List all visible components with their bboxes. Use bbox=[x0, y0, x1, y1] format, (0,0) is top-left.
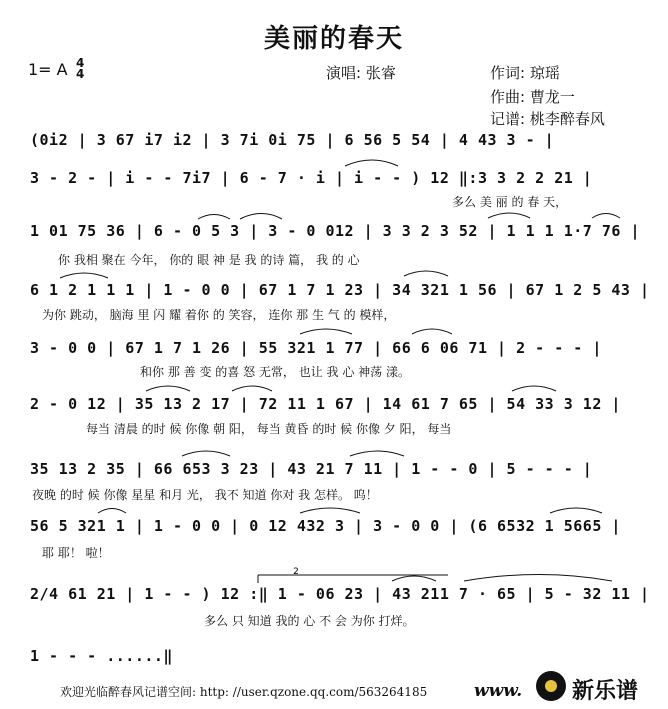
song-title: 美丽的春天 bbox=[263, 24, 404, 54]
slur-mark bbox=[240, 214, 282, 220]
slur-mark bbox=[550, 508, 602, 513]
vinyl-record-icon bbox=[536, 671, 566, 701]
slur-mark bbox=[60, 273, 108, 278]
notation-line-5: 3 - 0 0 | 67 1 7 1 26 | 55 321 1 77 | 66 6 06 71 | 2 - - - | bbox=[30, 339, 602, 357]
time-signature bbox=[76, 58, 84, 80]
notation-line-7: 35 13 2 35 | 66 653 3 23 | 43 21 7 11 | 1 - - 0 | 5 - - - | bbox=[30, 460, 593, 478]
lyric-line-3: 你 我相 聚在 今年， 你的 眼 神 是 我 的诗 篇， 我 的 心 bbox=[58, 253, 360, 267]
lyric-line-8: 耶 耶！ 啦！ bbox=[42, 546, 110, 560]
lyric-line-7: 夜晚 的时 候 你像 星星 和月 光， 我不 知道 你对 我 怎样。 呜！ bbox=[32, 488, 378, 502]
time-signature-bottom: 4 bbox=[76, 67, 85, 81]
notation-line-6: 2 - 0 12 | 35 13 2 17 | 72 11 1 67 | 14 61 7 65 | 54 33 3 12 | bbox=[30, 395, 621, 413]
slur-mark bbox=[412, 329, 452, 334]
slur-mark bbox=[404, 271, 448, 276]
slur-mark bbox=[350, 451, 404, 456]
singer-credit: 演唱: 张睿 bbox=[326, 64, 396, 82]
slur-mark bbox=[464, 575, 612, 582]
slur-mark bbox=[592, 214, 620, 219]
slur-mark bbox=[488, 213, 530, 218]
lyric-line-6: 每当 清晨 的时 候 你像 朝 阳， 每当 黄昏 的时 候 你像 夕 阳， 每当 bbox=[86, 422, 452, 436]
slur-mark bbox=[512, 386, 556, 391]
lyric-line-5: 和你 那 善 变 的喜 怒 无常， 也让 我 心 神荡 漾。 bbox=[140, 365, 410, 379]
lyricist-credit: 作词: 琼瑶 bbox=[490, 64, 560, 82]
watermark-brand: 新乐谱 bbox=[572, 679, 639, 704]
slur-mark bbox=[300, 508, 360, 513]
lyric-line-4: 为你 跳动， 脑海 里 闪 耀 着你 的 笑容， 连你 那 生 气 的 模样， bbox=[42, 308, 396, 322]
slur-mark bbox=[98, 509, 126, 514]
notation-line-4: 6 1 2 1 1 1 | 1 - 0 0 | 67 1 7 1 23 | 34 321 1 56 | 67 1 2 5 43 | bbox=[30, 281, 650, 299]
notation-line-9: 2/4 61 21 | 1 - - ) 12 :‖ 1 - 06 23 | 43 211 7 · 65 | 5 - 32 11 | bbox=[30, 585, 650, 603]
lyric-line-9: 多么 只 知道 我的 心 不 会 为你 打烊。 bbox=[204, 614, 415, 628]
slur-mark bbox=[232, 386, 272, 391]
notation-line-8: 56 5 321 1 | 1 - 0 0 | 0 12 432 3 | 3 - 0 0 | (6 6532 1 5665 | bbox=[30, 517, 621, 535]
footer-credit: 欢迎光临醉春风记谱空间: http: //user.qzone.qq.com/563264185 bbox=[60, 685, 428, 699]
slur-mark bbox=[300, 329, 352, 334]
slur-mark bbox=[146, 386, 190, 391]
slur-mark bbox=[182, 451, 230, 456]
notation-line-10: 1 - - - ......‖ bbox=[30, 647, 173, 665]
notation-line-2: 3 - 2 - | i - - 7i7 | 6 - 7 · i | i - - ) 12 ‖:3 3 2 2 21 | bbox=[30, 169, 593, 187]
notation-line-3: 1 01 75 36 | 6 - 0 5 3 | 3 - 0 012 | 3 3 2 3 52 | 1 1 1 1·7 76 | bbox=[30, 222, 640, 240]
lyric-line-2: 多么 美 丽 的 春 天， bbox=[452, 195, 568, 209]
watermark-www: www. bbox=[474, 681, 523, 701]
time-signature-top: 4 bbox=[76, 56, 85, 70]
composer-credit: 作曲: 曹龙一 bbox=[490, 88, 575, 106]
transcriber-credit: 记谱: 桃李醉春风 bbox=[490, 110, 605, 128]
slur-mark bbox=[198, 215, 230, 220]
notation-line-1: (0i2 | 3 67 i7 i2 | 3 7i 0i 75 | 6 56 5 54 | 4 43 3 - | bbox=[30, 131, 555, 149]
key-signature: 1= A bbox=[28, 60, 68, 79]
slur-mark bbox=[345, 160, 398, 166]
volta-number: 2 bbox=[293, 567, 299, 577]
slur-mark bbox=[392, 576, 436, 581]
